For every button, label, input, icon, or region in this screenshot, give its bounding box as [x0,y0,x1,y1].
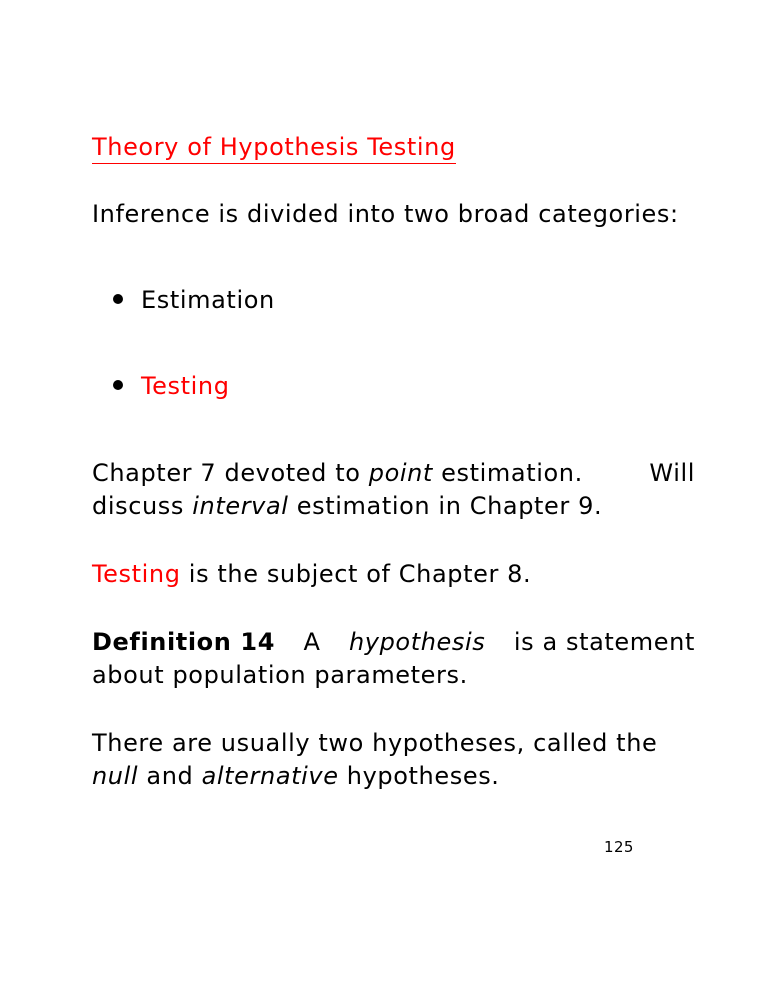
testing-rest: is the subject of Chapter 8. [180,560,532,588]
point-emph: point [368,459,433,487]
intro-text: Inference is divided into two broad categories: [92,200,679,228]
bullet-testing: Testing [141,372,230,400]
paragraph-hypotheses-line2 [92,761,500,791]
paragraph-chapter7-line1 [92,458,695,488]
list-item [113,371,230,401]
interval-emph: interval [192,492,289,520]
testing-highlight: Testing [92,560,181,588]
hypotheses-text: There are usually two hypotheses, called the [92,729,658,757]
chapter7-text [92,458,583,488]
bullet-estimation: Estimation [141,286,275,314]
paragraph-testing [92,559,531,589]
bullet-icon [113,294,123,304]
hypotheses-suffix: hypotheses. [338,762,500,790]
chapter7-suffix: estimation. [432,459,583,487]
will-word: Will [649,459,695,487]
paragraph-hypotheses-line1 [92,728,695,758]
alternative-emph: alternative [201,762,339,790]
definition-rest: is a statement [513,628,695,656]
null-emph: null [92,762,139,790]
chapter9-text: estimation in Chapter 9. [288,492,603,520]
chapter7-prefix: Chapter 7 devoted to [92,459,369,487]
discuss-text: discuss [92,492,193,520]
and-text: and [138,762,202,790]
hypothesis-emph: hypothesis [348,628,486,656]
definition-line2: about population parameters. [92,661,468,689]
definition-label: Definition 14 [92,628,276,656]
definition-article: A [303,628,321,656]
page-title: Theory of Hypothesis Testing [92,132,456,164]
bullet-icon [113,380,123,390]
paragraph-chapter7-line2 [92,491,602,521]
list-item [113,285,275,315]
page-number: 125 [604,838,634,856]
definition-line1 [92,627,695,657]
